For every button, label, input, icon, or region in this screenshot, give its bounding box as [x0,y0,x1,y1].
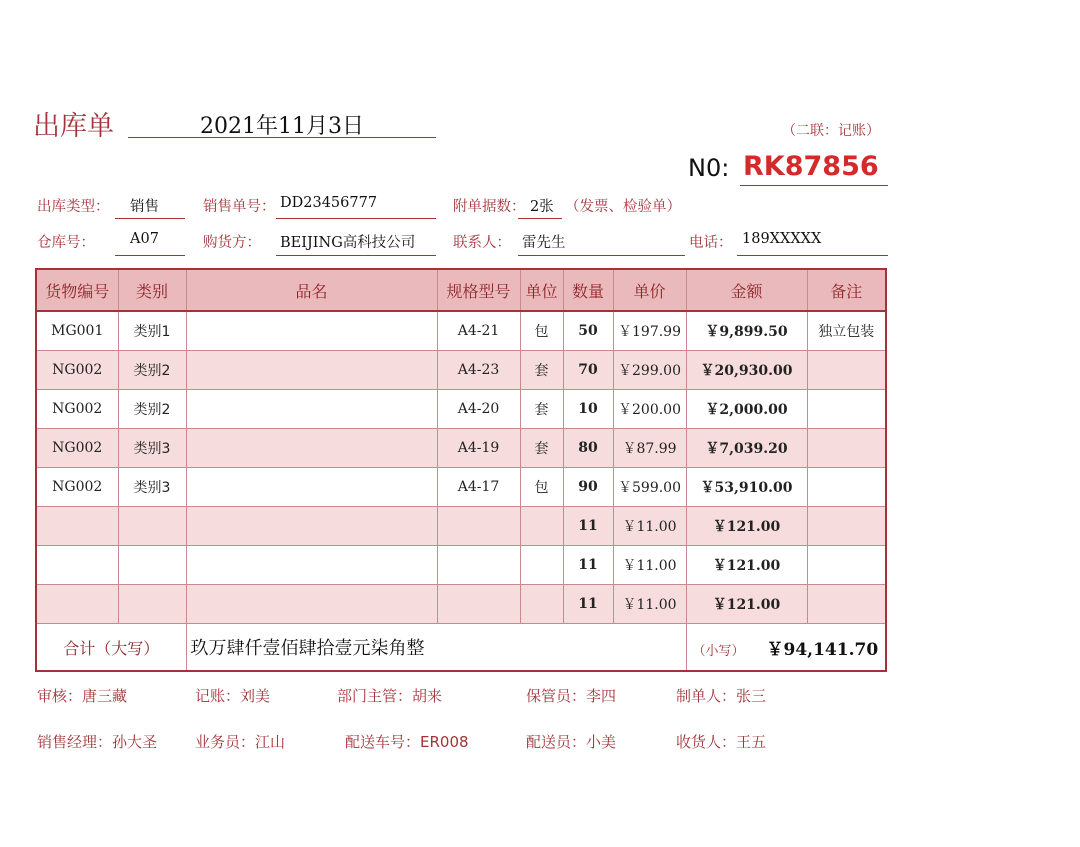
phone-label: 电话： [689,235,733,251]
cell-spec: A4-17 [437,468,520,507]
type-value: 销售 [130,199,159,215]
cell-remark: 独立包装 [807,311,886,351]
cell-category [118,507,186,546]
number-label: N0: [688,154,730,182]
cell-product-name [186,311,437,351]
order-value: DD23456777 [280,195,378,211]
cell-goods-code: NG002 [36,351,118,390]
cell-unit-price: ￥299.00 [613,351,686,390]
cell-product-name [186,507,437,546]
date-underline [128,137,436,138]
header-product-name: 品名 [186,269,437,311]
cell-remark [807,468,886,507]
cell-goods-code [36,585,118,624]
cell-amount: ￥2,000.00 [686,390,807,429]
issue-date: 2021年11月3日 [200,114,364,139]
copy-note: （二联：记账） [782,123,880,139]
total-row [36,624,886,672]
signature-bookkeeper: 记账：刘美 [195,687,271,705]
signature-keeper: 保管员：李四 [526,687,617,705]
cell-quantity: 10 [563,390,613,429]
signature-preparer: 制单人：张三 [676,687,767,705]
total-amount-cell [686,624,886,672]
table-row [36,429,886,468]
buyer-value: BEIJING高科技公司 [280,235,416,251]
contact-underline [518,255,685,256]
table-row [36,507,886,546]
cell-remark [807,507,886,546]
cell-amount: ￥53,910.00 [686,468,807,507]
cell-product-name [186,585,437,624]
warehouse-value: A07 [130,231,159,247]
table-row [36,351,886,390]
cell-unit: 包 [520,468,563,507]
number-underline [740,185,888,186]
cell-product-name [186,390,437,429]
cell-unit-price: ￥599.00 [613,468,686,507]
cell-spec: A4-19 [437,429,520,468]
cell-product-name [186,429,437,468]
cell-spec [437,546,520,585]
order-label: 销售单号： [203,199,276,215]
table-row [36,311,886,351]
cell-spec: A4-20 [437,390,520,429]
table-header-row [36,269,886,311]
header-quantity: 数量 [563,269,613,311]
cell-remark [807,546,886,585]
document-title: 出库单 [33,111,114,142]
cell-product-name [186,546,437,585]
attach-label: 附单据数： [453,199,526,215]
cell-unit-price: ￥11.00 [613,546,686,585]
cell-remark [807,429,886,468]
cell-goods-code [36,507,118,546]
signature-deliverer: 配送员：小美 [526,733,617,751]
table-row [36,390,886,429]
contact-label: 联系人： [453,235,511,251]
cell-unit [520,546,563,585]
cell-amount: ￥121.00 [686,546,807,585]
cell-amount: ￥7,039.20 [686,429,807,468]
buyer-label: 购货方： [203,235,261,251]
cell-goods-code: NG002 [36,390,118,429]
attach-note: （发票、检验单） [565,199,681,215]
order-underline [276,218,436,219]
total-amount: ￥94,141.70 [766,639,879,660]
cell-unit-price: ￥87.99 [613,429,686,468]
header-remark: 备注 [807,269,886,311]
cell-quantity: 70 [563,351,613,390]
cell-amount: ￥121.00 [686,585,807,624]
signature-dept-head: 部门主管：胡来 [337,687,443,705]
cell-remark [807,390,886,429]
total-label: 合计（大写） [36,624,186,672]
cell-unit-price: ￥11.00 [613,507,686,546]
cell-category [118,546,186,585]
table-row [36,468,886,507]
header-spec: 规格型号 [437,269,520,311]
cell-category: 类别3 [118,468,186,507]
cell-quantity: 11 [563,585,613,624]
cell-unit: 套 [520,429,563,468]
attach-value: 2张 [530,199,554,215]
attach-underline [518,218,562,219]
cell-category: 类别1 [118,311,186,351]
cell-spec [437,507,520,546]
cell-spec: A4-21 [437,311,520,351]
signature-receiver: 收货人：王五 [676,733,767,751]
warehouse-label: 仓库号： [37,235,95,251]
cell-goods-code: NG002 [36,468,118,507]
table-row [36,546,886,585]
table-row [36,585,886,624]
cell-quantity: 50 [563,311,613,351]
cell-unit-price: ￥197.99 [613,311,686,351]
cell-quantity: 80 [563,429,613,468]
cell-category: 类别3 [118,429,186,468]
signature-sales-manager: 销售经理：孙大圣 [37,733,158,751]
cell-category [118,585,186,624]
header-unit-price: 单价 [613,269,686,311]
cell-spec: A4-23 [437,351,520,390]
signature-salesperson: 业务员：江山 [195,733,286,751]
phone-value: 189XXXXX [742,231,822,247]
cell-unit-price: ￥11.00 [613,585,686,624]
cell-product-name [186,468,437,507]
document-number: RK87856 [743,151,879,182]
total-chinese: 玖万肆仟壹佰肆拾壹元柒角整 [186,624,686,672]
total-small-label: （小写） [692,643,745,659]
cell-unit: 套 [520,390,563,429]
signature-audit: 审核：唐三藏 [37,687,128,705]
header-amount: 金额 [686,269,807,311]
cell-amount: ￥9,899.50 [686,311,807,351]
cell-amount: ￥121.00 [686,507,807,546]
goods-table [35,268,887,672]
cell-goods-code: MG001 [36,311,118,351]
type-underline [115,218,185,219]
header-category: 类别 [118,269,186,311]
cell-amount: ￥20,930.00 [686,351,807,390]
cell-quantity: 11 [563,546,613,585]
cell-unit: 套 [520,351,563,390]
cell-remark [807,585,886,624]
cell-goods-code: NG002 [36,429,118,468]
header-unit: 单位 [520,269,563,311]
cell-spec [437,585,520,624]
cell-goods-code [36,546,118,585]
signature-vehicle: 配送车号：ER008 [345,733,469,751]
cell-unit [520,507,563,546]
cell-quantity: 11 [563,507,613,546]
cell-quantity: 90 [563,468,613,507]
type-label: 出库类型： [37,199,110,215]
cell-unit-price: ￥200.00 [613,390,686,429]
cell-category: 类别2 [118,351,186,390]
buyer-underline [276,255,436,256]
cell-unit: 包 [520,311,563,351]
warehouse-underline [115,255,185,256]
cell-unit [520,585,563,624]
contact-value: 雷先生 [522,235,566,251]
cell-product-name [186,351,437,390]
cell-remark [807,351,886,390]
cell-category: 类别2 [118,390,186,429]
header-goods-code: 货物编号 [36,269,118,311]
phone-underline [737,255,888,256]
